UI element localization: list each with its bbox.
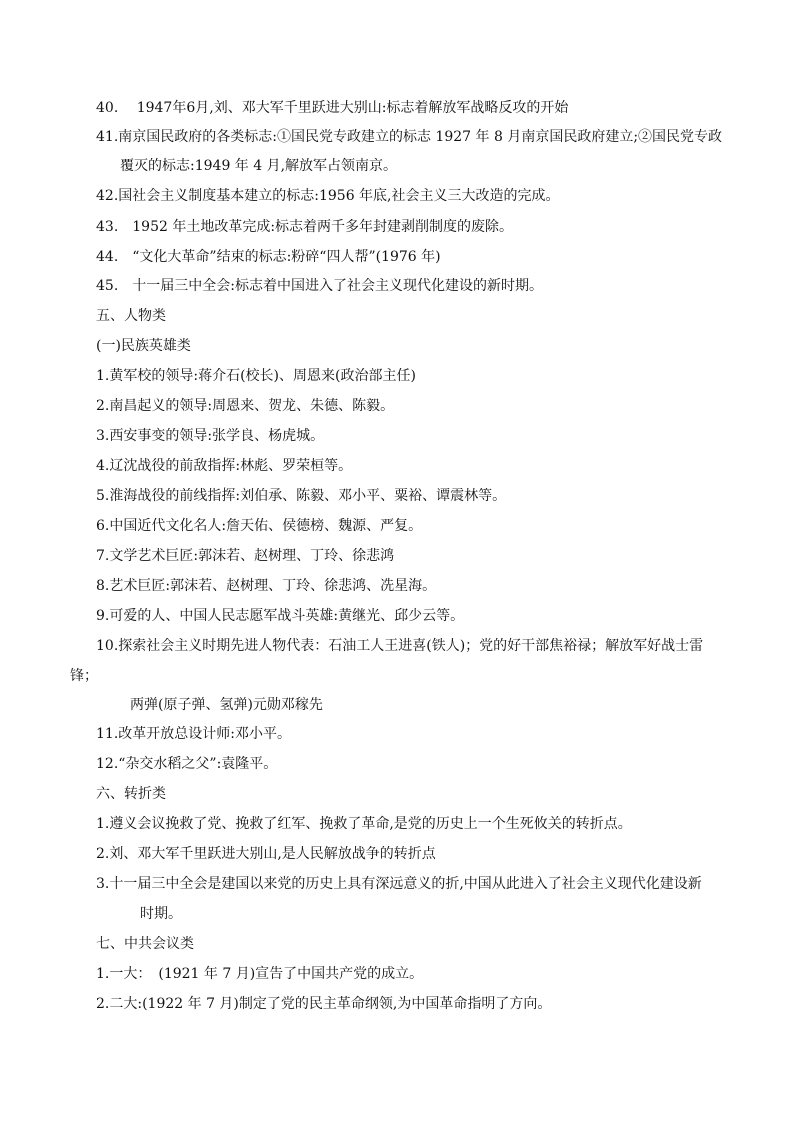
list-item: 2.二大:(1922 年 7 月)制定了党的民主革命纲领,为中国革命指明了方向。 bbox=[96, 996, 552, 1012]
list-item: 1.遵义会议挽救了党、挽救了红军、挽救了革命,是党的历史上一个生死攸关的转折点。 bbox=[96, 816, 632, 832]
text-line: 覆灭的标志:1949 年 4 月,解放军占领南京。 bbox=[120, 158, 398, 174]
list-item: 5.淮海战役的前线指挥:刘伯承、陈毅、邓小平、粟裕、谭震林等。 bbox=[96, 488, 507, 504]
list-item: 2.南昌起义的领导:周恩来、贺龙、朱德、陈毅。 bbox=[96, 398, 395, 414]
list-item: 11.改革开放总设计师:邓小平。 bbox=[96, 726, 291, 742]
text-line: 锋； bbox=[70, 668, 98, 684]
list-item: 3.西安事变的领导:张学良、杨虎城。 bbox=[96, 428, 325, 444]
list-item: 1.黄军校的领导:蒋介石(校长)、周恩来(政治部主任) bbox=[96, 368, 416, 384]
list-item: 7.文学艺术巨匠:郭沫若、赵树理、丁玲、徐悲鸿 bbox=[96, 548, 395, 564]
subsection-heading: (一)民族英雄类 bbox=[96, 338, 191, 354]
list-item: 12.“杂交水稻之父”:袁隆平。 bbox=[96, 756, 278, 772]
list-item: 10.探索社会主义时期先进人物代表：石油工人王进喜(铁人)；党的好干部焦裕禄；解放军好战士雷 bbox=[96, 638, 704, 654]
text-line: 40. 1947年6月,刘、邓大军千里跃进大别山:标志着解放军战略反攻的开始 bbox=[96, 100, 569, 116]
list-item: 3.十一届三中全会是建国以来党的历史上具有深远意义的折,中国从此进入了社会主义现代化建设新 bbox=[96, 876, 702, 892]
list-item: 1.一大： (1921 年 7 月)宣告了中国共产党的成立。 bbox=[96, 966, 424, 982]
section-heading: 七、中共会议类 bbox=[96, 936, 194, 952]
text-line: 43. 1952 年土地改革完成:标志着两千多年封建剥削制度的废除。 bbox=[96, 219, 514, 235]
text-line: 时期。 bbox=[140, 906, 182, 922]
list-item: 6.中国近代文化名人:詹天佑、侯德榜、魏源、严复。 bbox=[96, 518, 423, 534]
list-item: 2.刘、邓大军千里跃进大别山,是人民解放战争的转折点 bbox=[96, 846, 436, 862]
list-item: 8.艺术巨匠:郭沫若、赵树理、丁玲、徐悲鸿、冼星海。 bbox=[96, 578, 437, 594]
section-heading: 六、转折类 bbox=[96, 786, 166, 802]
text-line: 45. 十一届三中全会:标志着中国进入了社会主义现代化建设的新时期。 bbox=[96, 278, 543, 294]
list-item: 4.辽沈战役的前敌指挥:林彪、罗荣桓等。 bbox=[96, 458, 353, 474]
text-line: 44. “文化大革命”结束的标志:粉碎“四人帮”(1976 年) bbox=[96, 249, 441, 265]
list-item: 9.可爱的人、中国人民志愿军战斗英雄:黄继光、邱少云等。 bbox=[96, 608, 465, 624]
section-heading: 五、人物类 bbox=[96, 308, 166, 324]
text-line: 41.南京国民政府的各类标志:①国民党专政建立的标志 1927 年 8 月南京国民政府建立;②国民党专政 bbox=[96, 129, 723, 145]
text-line: 两弹(原子弹、氢弹)元勋邓稼先 bbox=[130, 697, 323, 713]
text-line: 42.国社会主义制度基本建立的标志:1956 年底,社会主义三大改造的完成。 bbox=[96, 188, 560, 204]
